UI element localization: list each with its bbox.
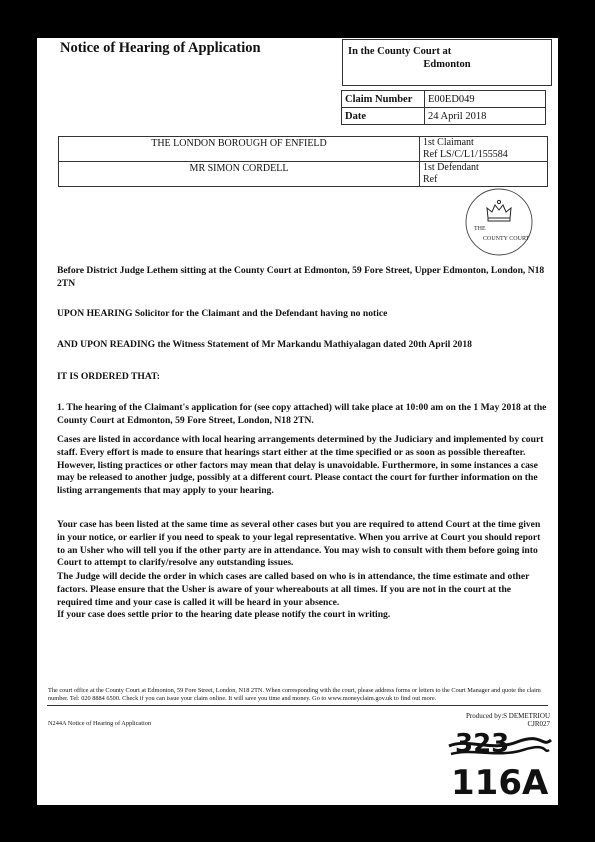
defendant-ref: Ref [423,174,438,185]
court-seal-stamp [461,188,537,256]
parties-table [58,136,548,187]
seal-text-top: THE [474,226,486,232]
claim-number-label: Claim Number [342,91,425,108]
handwritten-annotation [447,728,557,800]
date-label: Date [342,108,425,125]
handwritten-number: 116A [451,763,549,800]
claimant-name: THE LONDON BOROUGH OF ENFIELD [59,137,420,162]
party-row [59,137,548,162]
document-page [37,38,558,805]
upon-reading-paragraph: AND UPON READING the Witness Statement of Mr Markandu Mathiyalagan dated 20th April 2018 [57,339,472,350]
claim-number-value: E00ED049 [425,91,546,108]
judge-paragraph: Before District Judge Lethem sitting at the County Court at Edmonton, 59 Fore Street, Upper Edmonton, London, N18 2TN [57,265,545,289]
claimant-role-cell [420,137,548,162]
crown-icon [487,200,511,221]
attendance-paragraph: Your case has been listed at the same time as several other cases but you are required to attend Court at the time given in your notice, or earlier if you need to speak to your legal representative. When you arrive at Court you should report to an Usher who will tell you if the other party are in attendance. You may wish to consult with them before going into Court to attempt to clarify/resolve any outstanding issues. [57,519,541,569]
court-label: In the County Court at [348,46,452,57]
footer-court-info: The court office at the County Court at Edmonton, 59 Fore Street, London, N18 2TN. When corresponding with the court, please address forms or letters to the Court Manager and quote the claim number. Tel: 020 8884 6500. Check if you can issue your claim online. It will save you time and money. Go to www.moneyclaim.gov.uk to find out more. [48,687,541,703]
defendant-role-cell [420,162,548,187]
defendant-role: 1st Defendant [423,162,479,173]
crossed-number: 323 [455,729,510,759]
court-box [342,39,552,86]
form-code: N244A Notice of Hearing of Application [48,720,152,727]
upon-hearing-paragraph: UPON HEARING Solicitor for the Claimant and the Defendant having no notice [57,308,388,319]
listing-paragraph: Cases are listed in accordance with local hearing arrangements determined by the Judiciary and implemented by court staff. Every effort is made to ensure that hearings start either at the time specified or as soon as possible thereafter. However, listing practices or other factors may mean that delay is unavoidable. Furthermore, in some instances a case may be released to another judge, possibly at a different court. Please contact the court for further information on the listing arrangements that may apply to your hearing. [57,434,544,497]
defendant-name: MR SIMON CORDELL [59,162,420,187]
party-row [59,162,548,187]
order-item-1: 1. The hearing of the Claimant's application for (see copy attached) will take place at 10:00 am on the 1 May 2018 at the County Court at Edmonton, 59 Fore Street, London, N18 2TN. [57,402,547,426]
judge-order-paragraph: The Judge will decide the order in which cases are called based on who is in attendance, the time estimate and other factors. Please ensure that the Usher is aware of your whereabouts at all times. If you are not in the court at the required time and your case is called it will be heard in your absence. [57,571,530,608]
ordered-heading: IT IS ORDERED THAT: [57,371,160,382]
document-title: Notice of Hearing of Application [60,40,261,56]
date-value: 24 April 2018 [425,108,546,125]
seal-text-bottom: COUNTY COURT [483,236,530,242]
claim-table [341,90,546,125]
claimant-role: 1st Claimant [423,137,474,148]
court-name: Edmonton [423,59,471,70]
footer-divider [47,705,548,706]
produced-code: CJR027 [527,720,550,728]
claimant-ref: Ref LS/C/L1/155584 [423,149,508,160]
claim-row [342,108,546,125]
produced-by [466,712,550,728]
produced-by-text: Produced by:S DEMETRIOU [466,712,550,720]
settle-paragraph: If your case does settle prior to the hearing date please notify the court in writing. [57,609,391,620]
claim-row [342,91,546,108]
